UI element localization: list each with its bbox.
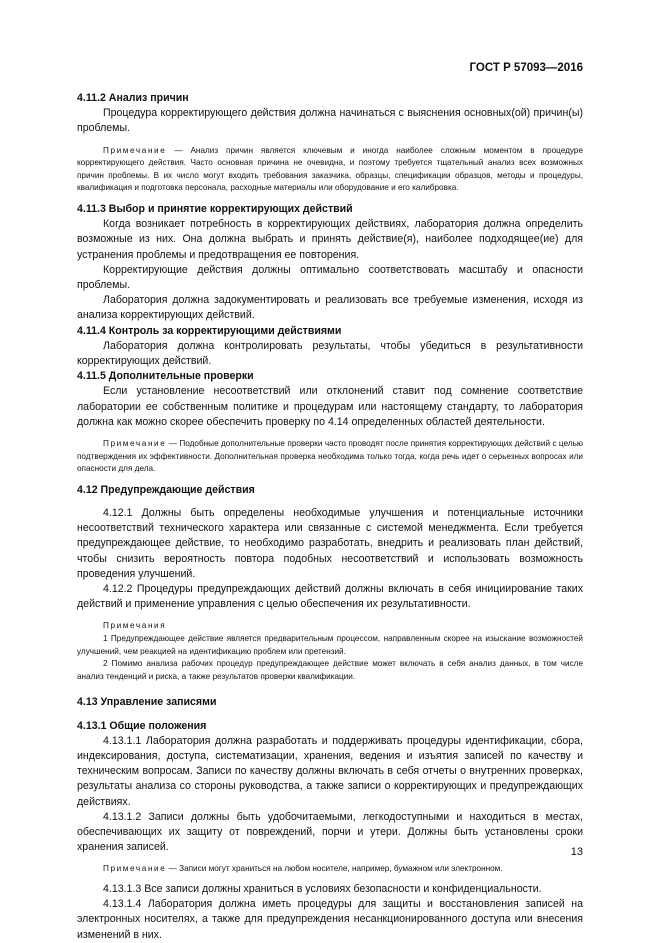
note [77,438,583,476]
section-heading: 4.11.2 Анализ причин [77,92,189,104]
paragraph: 4.13.1.2 Записи должны быть удобочитаемыми, легкодоступными и находиться в местах, обеспечивающих их защиту от повреждений, порчи и утери. Должны быть установлены сроки хранения записей. [77,810,583,854]
note-label: Примечание [103,864,167,874]
document-id: ГОСТ Р 57093—2016 [469,62,583,74]
section-heading: 4.13 Управление записями [77,696,217,709]
paragraph: Лаборатория должна задокументировать и реализовать все требуемые изменения, исходя из анализа корректирующих действий. [77,294,583,322]
section-heading: 4.12 Предупреждающие действия [77,483,255,496]
note [77,145,583,195]
paragraph: Процедура корректирующего действия должна начинаться с выяснения основных(ой) причин(ы) проблемы. [77,107,583,135]
section-heading: 4.11.3 Выбор и принятие корректирующих действий [77,202,353,215]
paragraph: 4.12.2 Процедуры предупреждающих действий должны включать в себя инициирование таких действий и применение управления с целью обеспечения их результативности. [77,583,583,611]
note-item: 2 Помимо анализа рабочих процедур предупреждающее действие может включать в себя анализ данных, в том числе анализ тенденций и риска, а также результатов проверки квалификации. [77,659,583,681]
note [77,863,583,876]
section-heading: 4.11.4 Контроль за корректирующими действиями [77,324,342,337]
paragraph: Когда возникает потребность в корректирующих действиях, лаборатория должна определить возможные из них. Она должна выбрать и принять действие(я), наиболее подходящее(ие) для устранения проблемы и предотвращения ее повторения. [77,218,583,261]
paragraph: 4.13.1.3 Все записи должны храниться в условиях безопасности и конфиденциальности. [103,883,542,896]
paragraph: Если установление несоответствий или отклонений ставит под сомнение соответствие лаборатории ее собственным политике и процедурам или настоящему стандарту, то лаборатория должна как можно скорее обеспечить проверку по 4.14 определенных областей деятельности. [77,385,583,428]
note-text: — Подобные дополнительные проверки часто проводят после принятия корректирующих действий с целью подтверждения их эффективности. Дополнительная проверка необходима только тогда, когда речь идет о серьезных вопросах или опасности для дела. [77,439,583,474]
paragraph: 4.12.1 Должны быть определены необходимые улучшения и потенциальные источники несоответствий технического характера или связанные с системой менеджмента. Если требуется предупреждающее действие, то необходимо разработать, внедрить и реализовать план действий, чтобы снизить вероятность повтора подобных несоответствий и использовать возможность проведения улучшений. [77,507,583,580]
note-item: 1 Предупреждающее действие является предварительным процессом, направленным скорее на изыскание возможностей улучшений, чем реакцией на идентификацию проблем или претензий. [77,634,583,656]
section-heading: 4.11.5 Дополнительные проверки [77,370,254,383]
note-text: — Записи могут храниться на любом носителе, например, бумажном или электронном. [166,864,503,874]
paragraph: Лаборатория должна контролировать результаты, чтобы убедиться в результативности корректирующих действий. [77,339,583,368]
note-label: Примечание [103,145,167,155]
note-text: — Анализ причин является ключевым и иногда наиболее сложным моментом в процедуре корректирующего действия. Часто основная причина не очевидна, и поэтому требуется тщательный анализ всех возможных причин проблемы. В их число могут входить требования заказчика, образцы, спецификации образцов, методы и процедуры, квалификация и подготовка персонала, расходные материалы или оборудование и его калибровка. [77,145,583,193]
page-content [77,91,583,943]
note-label: Примечание [103,439,167,449]
page-number: 13 [570,846,583,858]
subsection-heading: 4.13.1 Общие положения [77,719,207,732]
paragraph: 4.13.1.4 Лаборатория должна иметь процедуры для защиты и восстановления записей на электронных носителях, а также для предупреждения несанкционированного доступа или внесения изменений в них. [77,898,583,941]
notes-label: Примечания [103,621,167,631]
paragraph: Корректирующие действия должны оптимально соответствовать масштабу и опасности проблемы. [77,263,583,291]
paragraph: 4.13.1.1 Лаборатория должна разработать и поддерживать процедуры идентификации, сбора, индексирования, доступа, систематизации, хранения, ведения и изъятия записей по качеству и техническим вопросам. Записи по качеству должны включать в себя отчеты о внутренних проверках, результаты анализа со стороны руководства, а также записи о корректирующих и предупреждающих действиях. [77,734,583,808]
